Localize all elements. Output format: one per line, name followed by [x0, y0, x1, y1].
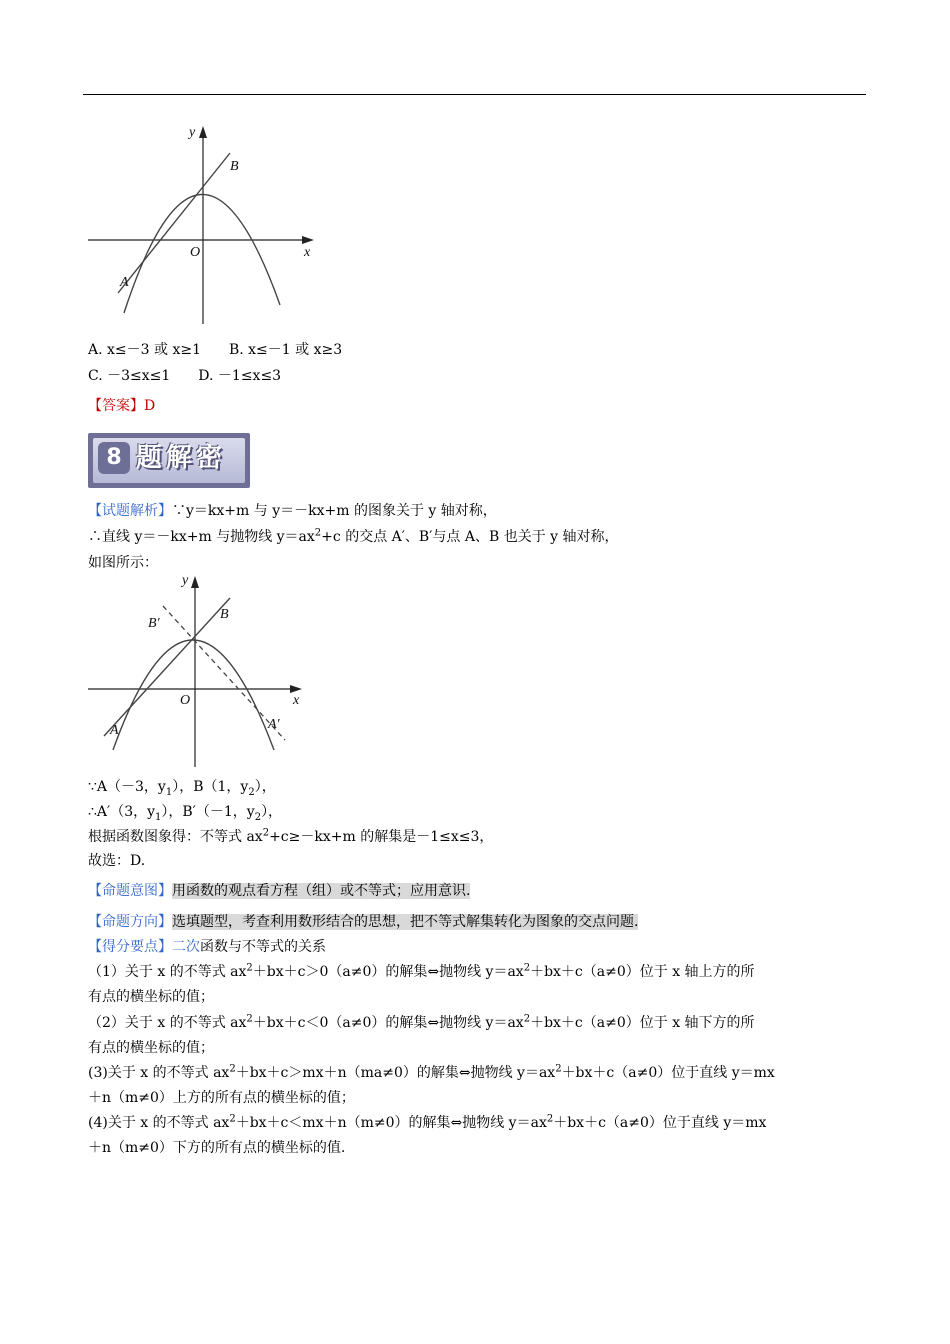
points-2a: ∴A′（3，y [88, 804, 156, 820]
points-1b: ），B（1，y [172, 779, 249, 795]
kp3-c: ＋bx＋c（a≠0）位于直线 y＝mx [561, 1065, 775, 1081]
keypoints-title-a: 二次 [172, 939, 200, 955]
kp2-sup2: 2 [523, 1013, 531, 1025]
intent-text: 用函数的观点看方程（组）或不等式；应用意识. [172, 883, 471, 899]
x-label: x [293, 693, 300, 708]
analysis-text-2a: ∴直线 y＝－kx+m 与抛物线 y＝ax [88, 529, 315, 545]
point-a-label: A [110, 723, 119, 738]
line-kx-m [118, 153, 230, 293]
keypoint-3-line-2: ＋n（m≠0）上方的所有点的横坐标的值； [88, 1090, 355, 1106]
point-b-label: B [230, 159, 239, 174]
points-3a: 根据函数图象得：不等式 ax [88, 829, 263, 845]
keypoints-title-b: 函数与不等式的关系 [200, 939, 326, 955]
analysis-label: 【试题解析】 [88, 503, 172, 519]
choices-line-2: C. －3≤x≤1 D. －1≤x≤3 [88, 368, 282, 384]
analysis-sup: 2 [314, 527, 322, 539]
y-label: y [182, 573, 189, 588]
answer-label: 【答案】 [88, 398, 144, 414]
kp1-sup2: 2 [523, 962, 531, 974]
parabola-curve [124, 194, 280, 313]
direction-line [88, 913, 638, 931]
points-2b: ），B′（－1，y [161, 804, 255, 820]
keypoint-2-line-1 [88, 1014, 755, 1032]
figure-parabola-line [86, 118, 326, 330]
points-line-1 [88, 778, 276, 796]
line-neg-kx-m [163, 606, 285, 740]
y-axis-arrow [199, 126, 207, 138]
kp1-a: （1）关于 x 的不等式 ax [88, 964, 247, 980]
kp3-sup2: 2 [555, 1063, 562, 1075]
kp2-sup1: 2 [246, 1013, 253, 1025]
point-b-prime-label: B′ [148, 616, 160, 631]
banner-emblem-icon: 8 [98, 442, 130, 474]
points-line-4: 故选：D. [88, 853, 146, 869]
points-3-sup: 2 [262, 827, 270, 839]
header-rule [83, 94, 866, 95]
kp4-sup1: 2 [229, 1113, 236, 1125]
y-axis-arrow [191, 576, 199, 588]
point-a-prime-label: A′ [268, 717, 280, 732]
solution-banner [88, 433, 250, 488]
keypoints-title-line [88, 938, 326, 956]
kp1-b: ＋bx＋c＞0（a≠0）的解集⇔抛物线 y＝ax [252, 964, 524, 980]
y-label: y [189, 125, 196, 140]
intent-label: 【命题意图】 [88, 883, 172, 899]
origin-label: O [190, 245, 201, 260]
direction-text: 选填题型，考查利用数形结合的思想，把不等式解集转化为图象的交点问题. [172, 914, 639, 930]
points-3b: +c≥－kx+m 的解集是－1≤x≤3， [269, 829, 494, 845]
points-2c: ）， [261, 804, 283, 820]
points-1a: ∵A（－3，y [88, 779, 166, 795]
keypoint-1-line-1 [88, 963, 755, 981]
direction-label: 【命题方向】 [88, 914, 172, 930]
kp4-c: ＋bx＋c（a≠0）位于直线 y＝mx [553, 1115, 767, 1131]
keypoint-4-line-1 [88, 1114, 766, 1132]
kp3-a: (3)关于 x 的不等式 ax [88, 1065, 230, 1081]
analysis-line-3: 如图所示： [88, 555, 158, 571]
points-2-sub2: 2 [254, 811, 262, 823]
kp4-a: (4)关于 x 的不等式 ax [88, 1115, 230, 1131]
points-2-sub1: 1 [155, 811, 162, 823]
intent-line [88, 882, 470, 900]
answer-value: D [144, 398, 156, 414]
x-axis-arrow [290, 685, 302, 693]
figure-symmetric-lines [86, 570, 312, 770]
points-line-3 [88, 828, 493, 846]
kp2-b: ＋bx＋c＜0（a≠0）的解集⇔抛物线 y＝ax [252, 1015, 524, 1031]
choices-line-1: A. x≤－3 或 x≥1 B. x≤－1 或 x≥3 [88, 342, 343, 358]
points-line-2 [88, 803, 282, 821]
parabola-curve [113, 640, 274, 750]
keypoint-2-line-2: 有点的横坐标的值； [88, 1040, 214, 1056]
x-axis-arrow [302, 236, 314, 244]
keypoint-3-line-1 [88, 1064, 775, 1082]
point-a-label: A [120, 275, 129, 290]
banner-title: 题解密 [136, 443, 227, 473]
kp3-b: ＋bx＋c＞mx＋n（ma≠0）的解集⇔抛物线 y＝ax [235, 1065, 556, 1081]
keypoint-4-line-2: ＋n（m≠0）下方的所有点的横坐标的值. [88, 1140, 346, 1156]
kp3-sup1: 2 [229, 1063, 236, 1075]
origin-label: O [180, 693, 191, 708]
kp2-a: （2）关于 x 的不等式 ax [88, 1015, 247, 1031]
kp4-sup2: 2 [546, 1113, 554, 1125]
points-1c: ）， [254, 779, 276, 795]
x-label: x [304, 245, 311, 260]
kp1-c: ＋bx＋c（a≠0）位于 x 轴上方的所 [530, 964, 755, 980]
point-b-label: B [220, 607, 229, 622]
line-kx-m [104, 598, 230, 736]
answer-line [88, 397, 155, 415]
analysis-text-1: ∵y＝kx+m 与 y＝－kx+m 的图象关于 y 轴对称， [172, 503, 497, 519]
analysis-line-2 [88, 528, 619, 546]
analysis-line-1 [88, 502, 497, 520]
kp4-b: ＋bx＋c＜mx＋n（m≠0）的解集⇔抛物线 y＝ax [235, 1115, 547, 1131]
analysis-text-2b: +c 的交点 A′、B′与点 A、B 也关于 y 轴对称， [321, 529, 619, 545]
points-1-sub1: 1 [165, 786, 173, 798]
kp1-sup1: 2 [246, 962, 253, 974]
keypoint-1-line-2: 有点的横坐标的值； [88, 989, 214, 1005]
points-1-sub2: 2 [248, 786, 255, 798]
keypoints-label: 【得分要点】 [88, 939, 172, 955]
kp2-c: ＋bx＋c（a≠0）位于 x 轴下方的所 [530, 1015, 755, 1031]
